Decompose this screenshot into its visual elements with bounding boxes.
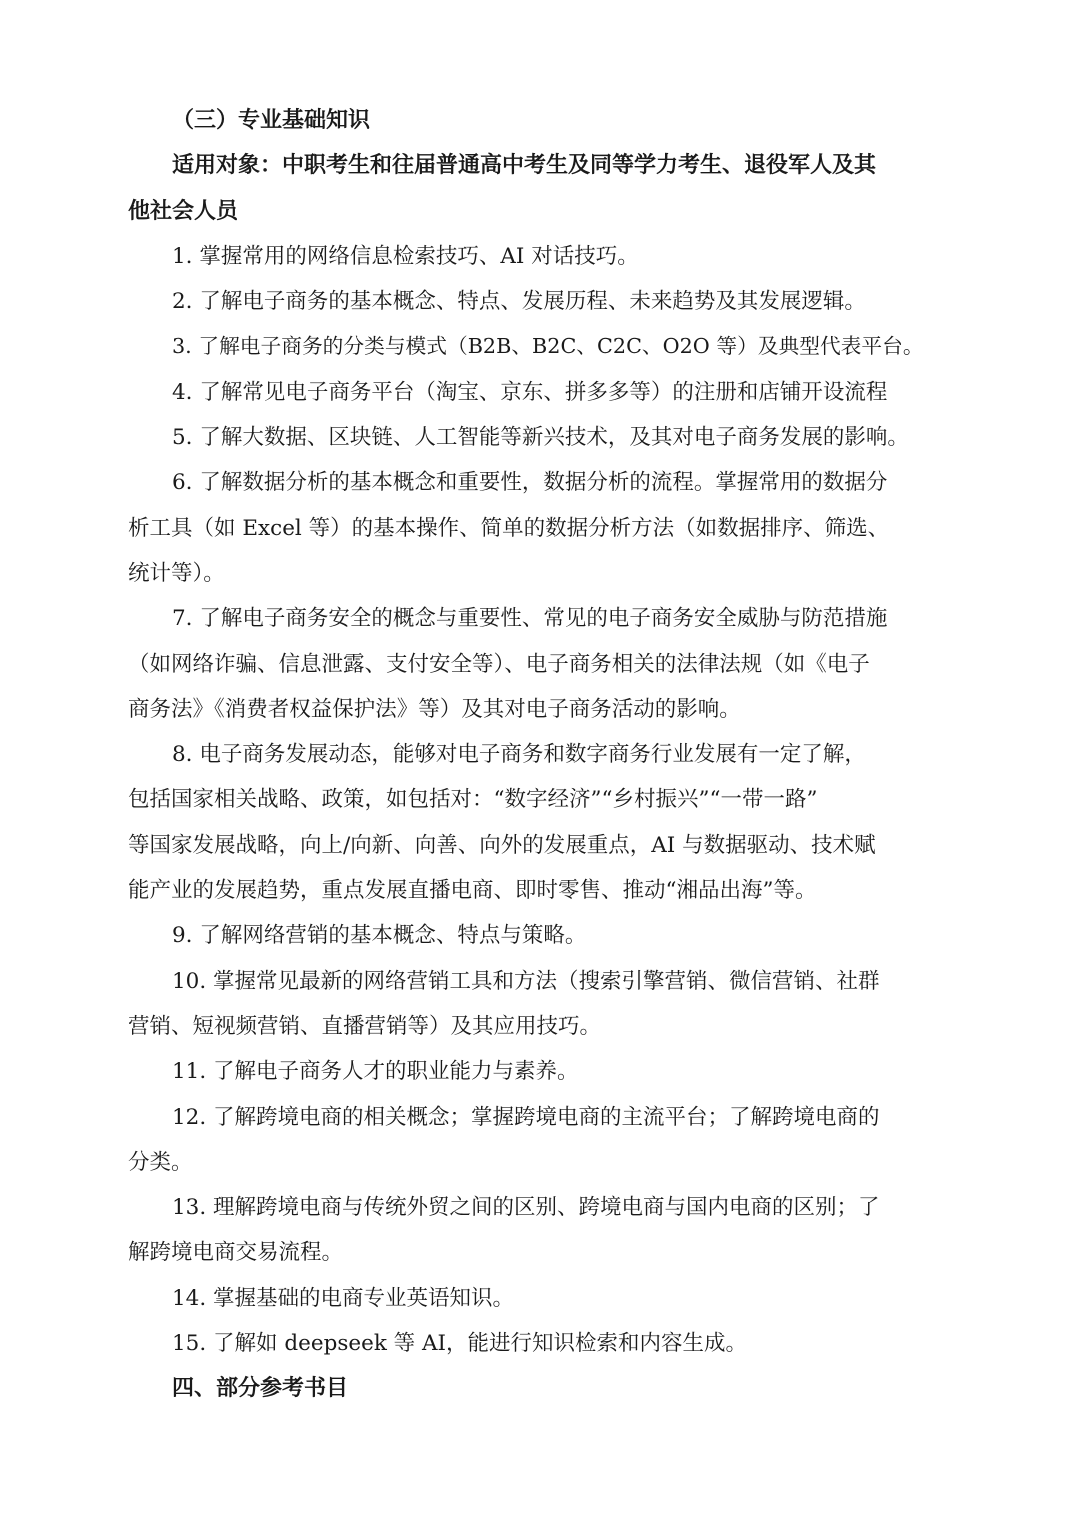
list-item-line: 2. 了解电子商务的基本概念、特点、发展历程、未来趋势及其发展逻辑。 <box>172 289 866 315</box>
list-item-line: 9. 了解网络营销的基本概念、特点与策略。 <box>172 923 587 949</box>
list-item-line: 11. 了解电子商务人才的职业能力与素养。 <box>172 1059 579 1085</box>
list-item-line: 7. 了解电子商务安全的概念与重要性、常见的电子商务安全威胁与防范措施 <box>172 606 888 632</box>
document-page <box>128 98 928 1412</box>
list-item <box>128 1185 928 1276</box>
list-item <box>128 324 928 369</box>
list-item-line: 4. 了解常见电子商务平台（淘宝、京东、拼多多等）的注册和店铺开设流程 <box>172 379 888 405</box>
list-item-line: 6. 了解数据分析的基本概念和重要性，数据分析的流程。掌握常用的数据分 <box>172 470 888 496</box>
knowledge-item-list <box>128 234 928 1366</box>
list-item-line: 3. 了解电子商务的分类与模式（B2B、B2C、C2C、O2O 等）及典型代表平台。 <box>172 334 924 359</box>
list-item-line: 统计等）。 <box>128 560 225 586</box>
target-audience-line-1: 适用对象：中职考生和往届普通高中考生及同等学力考生、退役军人及其 <box>172 153 877 179</box>
list-item <box>128 1095 928 1186</box>
list-item <box>128 596 928 732</box>
section-heading: （三）专业基础知识 <box>172 108 371 133</box>
list-item-line: 10. 掌握常见最新的网络营销工具和方法（搜索引擎营销、微信营销、社群 <box>172 968 880 994</box>
list-item-line: 5. 了解大数据、区块链、人工智能等新兴技术，及其对电子商务发展的影响。 <box>172 425 909 451</box>
target-audience-line-2: 他社会人员 <box>128 198 239 224</box>
list-item-line: 商务法》《消费者权益保护法》等）及其对电子商务活动的影响。 <box>128 696 741 722</box>
list-item <box>128 732 928 913</box>
list-item-line: 等国家发展战略，向上/向新、向善、向外的发展重点，AI 与数据驱动、技术赋 <box>128 832 876 858</box>
list-item-line: 12. 了解跨境电商的相关概念；掌握跨境电商的主流平台；了解跨境电商的 <box>172 1104 880 1130</box>
list-item <box>128 1276 928 1321</box>
list-item-line: 13. 理解跨境电商与传统外贸之间的区别、跨境电商与国内电商的区别；了 <box>172 1195 880 1221</box>
list-item <box>128 279 928 324</box>
list-item <box>128 460 928 596</box>
list-item-line: 能产业的发展趋势，重点发展直播电商、即时零售、推动“湘品出海”等。 <box>128 878 817 904</box>
list-item-line: （如网络诈骗、信息泄露、支付安全等）、电子商务相关的法律法规（如《电子 <box>128 651 870 677</box>
list-item <box>128 234 928 279</box>
list-item <box>128 959 928 1050</box>
list-item-line: 1. 掌握常用的网络信息检索技巧、AI 对话技巧。 <box>172 243 639 269</box>
list-item-line: 分类。 <box>128 1149 193 1175</box>
list-item-line: 包括国家相关战略、政策，如包括对：“数字经济”“乡村振兴”“一带一路” <box>128 787 818 813</box>
list-item-line: 析工具（如 Excel 等）的基本操作、简单的数据分析方法（如数据排序、筛选、 <box>128 515 890 541</box>
list-item <box>128 370 928 415</box>
list-item-line: 营销、短视频营销、直播营销等）及其应用技巧。 <box>128 1013 602 1039</box>
list-item <box>128 1049 928 1094</box>
list-item <box>128 1321 928 1366</box>
list-item <box>128 913 928 958</box>
list-item-line: 8. 电子商务发展动态，能够对电子商务和数字商务行业发展有一定了解， <box>172 742 866 768</box>
reference-books-heading: 四、部分参考书目 <box>172 1376 349 1402</box>
list-item-line: 15. 了解如 deepseek 等 AI，能进行知识检索和内容生成。 <box>172 1331 748 1357</box>
list-item-line: 14. 掌握基础的电商专业英语知识。 <box>172 1285 515 1311</box>
list-item <box>128 415 928 460</box>
list-item-line: 解跨境电商交易流程。 <box>128 1240 344 1266</box>
